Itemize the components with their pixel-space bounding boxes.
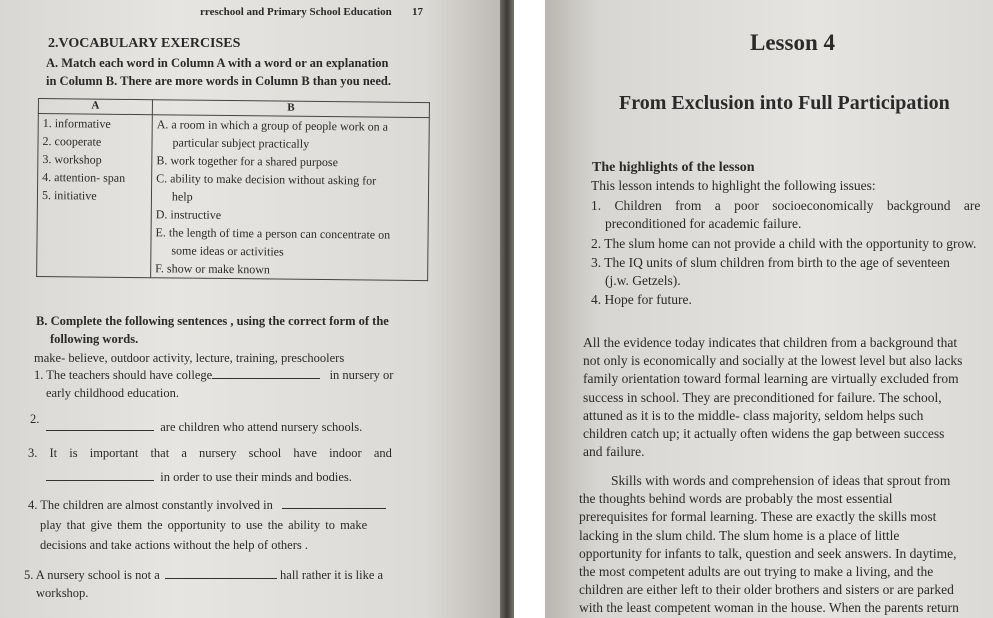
paragraph-1-line: attuned as it is to the middle- class majority, seldom helps such (583, 407, 924, 423)
answer-blank (212, 368, 320, 379)
paragraph-2-line: the thoughts behind words are probably the most essential (579, 491, 893, 507)
column-b-line: A. a room in which a group of people work on a (156, 117, 389, 134)
column-b-line: help (171, 189, 193, 204)
highlights-heading: The highlights of the lesson (592, 160, 755, 175)
exercise-b-instruction-2: following words. (50, 332, 139, 346)
section-title: 2.VOCABULARY EXERCISES (48, 36, 241, 51)
column-b-cell (151, 115, 430, 281)
column-b-line: C. ability to make decision without asking for (156, 171, 377, 188)
answer-blank (46, 470, 154, 481)
question-1 (34, 368, 393, 383)
paragraph-1-line: family orientation toward formal learning are virtually excluded from (583, 371, 959, 387)
highlight-item-2: 2. The slum home can not provide a child with the opportunity to grow. (591, 236, 977, 251)
column-a-header: A (38, 99, 152, 115)
question-4-cont-1: play that give them the opportunity to use the ability to make (40, 518, 368, 532)
highlight-item-1 (591, 198, 983, 214)
paragraph-2-line: Skills with words and comprehension of ideas that sprout from (611, 473, 951, 488)
paragraph-2-line: prerequisites for formal learning. These are exactly the skills most (579, 509, 937, 525)
question-3-cont (46, 470, 352, 485)
question-4 (28, 498, 386, 513)
column-a-item: 1. informative (42, 116, 111, 131)
paragraph-1-line: and failure. (583, 444, 645, 460)
paragraph-1-line: success in school. They are preconditioned for failure. The school, (583, 389, 942, 405)
matching-table (36, 98, 430, 281)
question-5-end: hall rather it is like a (280, 568, 384, 582)
question-2-text: are children who attend nursery schools. (160, 420, 363, 434)
answer-blank (165, 568, 277, 579)
highlight-item-4: 4. Hope for future. (591, 292, 692, 307)
question-1-end: in nursery or (329, 368, 394, 382)
paragraph-1 (583, 334, 962, 461)
exercise-b-instruction-1: B. Complete the following sentences , using the correct form of the (36, 314, 389, 328)
highlights-intro: This lesson intends to highlight the following issues: (591, 178, 876, 193)
column-a-item: 2. cooperate (42, 134, 102, 149)
column-b-header: B (152, 100, 429, 118)
question-3-start: 3. It is important that a nursery school have indoor and (28, 446, 392, 460)
column-b-line: F. show or make known (155, 261, 270, 277)
paragraph-2-line: the most competent adults are out trying to make a living, and the (579, 564, 934, 580)
paragraph-2-line: opportunity for infants to talk, question and seek answers. In daytime, (579, 545, 957, 561)
word-bank: make- believe, outdoor activity, lecture, training, preschoolers (34, 351, 345, 365)
highlight-item-1-line-1: 1. Children from a poor socioeconomically background are (591, 198, 981, 213)
highlight-item-3-line-2: (j.w. Getzels). (605, 273, 681, 288)
paragraph-1-line: not only is economically and socially at the lowest level but also lacks (583, 353, 963, 369)
question-1-cont: early childhood education. (46, 386, 179, 400)
question-5 (24, 568, 383, 583)
paragraph-1-line: children catch up; it actually often widens the gap between success (583, 426, 945, 442)
paragraph-2-line: with the least competent woman in the house. When the parents return (579, 600, 959, 616)
answer-blank (282, 498, 386, 509)
question-2-number: 2. (30, 412, 40, 426)
question-3-end: in order to use their minds and bodies. (160, 470, 352, 484)
column-b-line: B. work together for a shared purpose (156, 153, 339, 170)
lesson-title: From Exclusion into Full Participation (619, 92, 950, 114)
paragraph-2-line: children are either left to their older brothers and sisters or are parked (579, 582, 954, 598)
column-b-line: D. instructive (155, 207, 222, 222)
column-b-line: E. the length of time a person can concentrate on (155, 225, 391, 242)
column-a-cell (37, 114, 153, 278)
exercise-a-instruction-2: in Column B. There are more words in Column B than you need. (46, 74, 391, 88)
page-number: 17 (412, 6, 423, 18)
running-header: rreschool and Primary School Education (200, 6, 392, 18)
highlight-item-3: 3. The IQ units of slum children from birth to the age of seventeen (591, 255, 950, 270)
question-4-start: 4. The children are almost constantly involved in (28, 498, 273, 512)
book-spine (500, 0, 514, 618)
column-b-line: some ideas or activities (171, 243, 284, 259)
question-5-cont: workshop. (36, 586, 89, 600)
highlight-item-1-line-2: preconditioned for academic failure. (605, 216, 802, 231)
paragraph-2 (579, 472, 959, 618)
question-3-line (28, 446, 418, 461)
lesson-number: Lesson 4 (750, 30, 835, 55)
question-2 (46, 420, 362, 435)
question-5-start: 5. A nursery school is not a (24, 568, 160, 582)
paragraph-1-line: All the evidence today indicates that children from a background that (583, 335, 958, 350)
answer-blank (46, 420, 154, 431)
column-b-line: particular subject practically (172, 135, 310, 151)
question-1-start: 1. The teachers should have college (34, 368, 213, 382)
column-a-item: 4. attention- span (42, 170, 126, 185)
right-page (545, 0, 993, 618)
question-3 (28, 446, 418, 461)
exercise-a-instruction-1: A. Match each word in Column A with a word or an explanation (46, 56, 389, 70)
column-a-item: 3. workshop (42, 152, 102, 167)
column-a-item: 5. initiative (41, 188, 97, 203)
question-4-cont-2: decisions and take actions without the help of others . (40, 538, 308, 552)
paragraph-2-line: lacking in the slum child. The slum home is a place of little (579, 527, 900, 543)
